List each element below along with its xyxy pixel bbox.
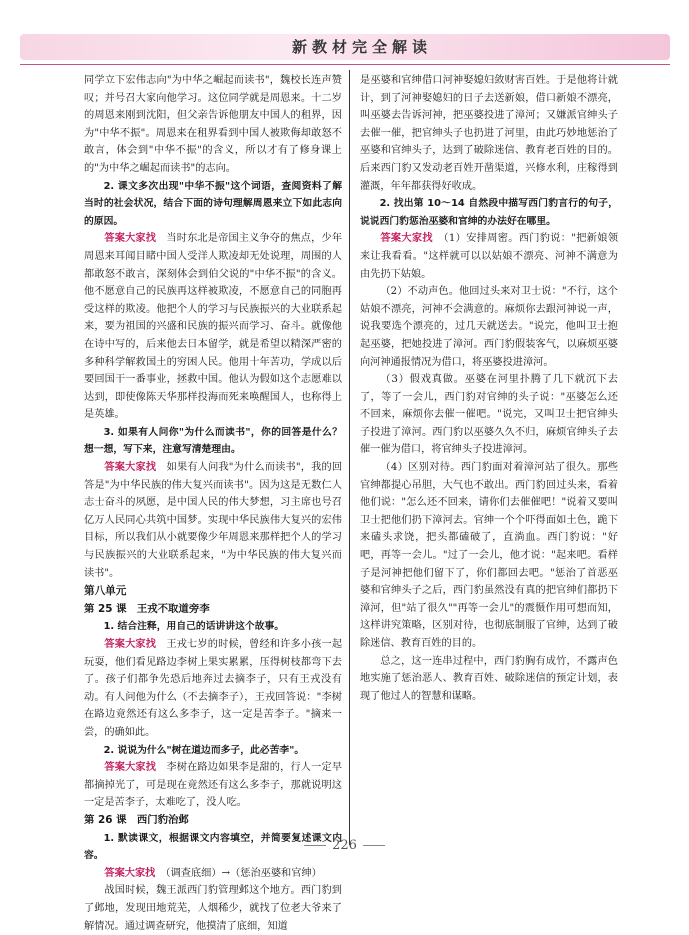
answer-label: 答案大家找 <box>104 867 156 879</box>
question: 3. 如果有人问你"为什么而读书"，你的回答是什么？想一想，写下来，注意写清楚理由。 <box>84 426 342 456</box>
answer-text: （调查底细）→（惩治巫婆和官绅） <box>165 867 322 879</box>
header-rule <box>20 64 670 65</box>
question: 1. 结合注释，用自己的话讲讲这个故事。 <box>103 621 285 633</box>
page-number-rule <box>304 845 326 846</box>
answer-text: （1）安排周密。西门豹说："把新娘领来让我看看。"这样就可以以姑娘不漂亮、河神不满意为由先扔下姑娘。 <box>360 233 619 280</box>
answer <box>84 865 342 883</box>
right-column <box>360 72 618 705</box>
answer-item: （4）区别对待。西门豹面对着漳河站了很久。那些官绅都提心吊胆，大气也不敢出。西门豹回过头来，看着他们说："怎么还不回来，请你们去催催吧！"说着又要叫卫士把他们扔下漳河去。官绅一个个吓得面如土色，跪下来磕头求饶，把头都磕破了，直淌血。西门豹说："好吧，再等一会儿。"过了一会儿，他才说："起来吧。看样子是河神把他们留下了，你们都回去吧。"惩治了首恶巫婆和官绅头子之后，西门豹虽然没有真的把官绅们都扔下漳河，但"站了很久""再等一会儿"的震慑作用可想而知，这样讲究策略，区别对待，也彻底制服了官绅，达到了破除迷信、教育百姓的目的。 <box>360 462 618 649</box>
column-divider <box>349 70 350 845</box>
page-number <box>0 838 689 853</box>
answer <box>84 459 342 582</box>
answer <box>360 230 618 283</box>
question: 2. 课文多次出现"中华不振"这个词语，查阅资料了解当时的社会状况，结合下面的诗句理解周恩来立下如此志向的原因。 <box>84 180 342 227</box>
answer-item: 总之，这一连串过程中，西门豹胸有成竹，不露声色地实施了惩治恶人、教育百姓、破除迷信的预定计划，表现了他过人的智慧和谋略。 <box>360 655 618 702</box>
question: 2. 说说为什么"树在道边而多子，此必苦李"。 <box>103 744 305 756</box>
question: 2. 找出第 10～14 自然段中描写西门豹言行的句子，说说西门豹惩治巫婆和官绅的办法好在哪里。 <box>360 198 618 227</box>
answer <box>84 230 342 424</box>
answer-item: （3）假戏真做。巫婆在河里扑腾了几下就沉下去了，等了一会儿，西门豹对官绅的头子说："巫婆怎么还不回来，麻烦你去催一催吧。"说完，又叫卫士把官绅头子投进了漳河。西门豹以巫婆久久不归，麻烦官绅头子去催一催为借口，将官绅头子投进漳河。 <box>360 374 618 456</box>
lesson-heading: 第 25 课 王戎不取道旁李 <box>84 602 210 615</box>
answer-text: 李树在路边如果李是甜的，行人一定早都摘掉光了，可是现在竟然还有这么多李子，那就说明这一定是苦李子，太难吃了，没人吃。 <box>84 762 343 809</box>
lesson-heading: 第 26 课 西门豹治邺 <box>84 813 189 826</box>
header-title: 新教材完全解读 <box>291 38 432 56</box>
unit-heading: 第八单元 <box>84 585 127 598</box>
answer-text: 如果有人问我"为什么而读书"，我的回答是"为中华民族的伟大复兴而读书"。因为这是无数仁人志士奋斗的夙愿，是中国人民的伟大梦想，习主席也号召亿万人民同心共筑中国梦。实现中华民族伟大复兴的宏伟目标，所以我们从小就要像少年周恩来那样把个人的学习与民族振兴的大业联系起来，"为中华民族的伟大复兴而读书"。 <box>84 462 343 579</box>
answer <box>84 636 342 742</box>
answer <box>84 759 342 812</box>
page-number-text: 226 <box>332 838 357 853</box>
answer-label: 答案大家找 <box>104 233 157 245</box>
left-column <box>84 72 342 935</box>
answer-label: 答案大家找 <box>104 762 157 774</box>
answer-label: 答案大家找 <box>104 639 157 650</box>
answer-text: 当时东北是帝国主义争夺的焦点，少年周恩来耳闻目睹中国人受洋人欺凌却无处说理，周围的人都敢怒不敢言，深刻体会到伯父说的"中华不振"的含义。他不愿意自己的民族再这样被欺凌，不愿意自己的同胞再受这样的欺凌。他把个人的学习与民族振兴的大业联系起来，要为祖国的兴盛和民族的振兴而学习、奋斗。就像他在诗中写的，后来他去日本留学，就是希望以精深严密的多种科学解救国土的穷困人民。他用十年苦功，学成以后要回国干一番事业，拯救中国。他认为假如这个志愿难以达到，即使像陈天华那样投海而死来唤醒国人，也称得上是英雄。 <box>84 233 343 421</box>
page-number-rule <box>363 845 385 846</box>
answer-item: （2）不动声色。他回过头来对卫士说："不行，这个姑娘不漂亮，河神不会满意的。麻烦你去跟河神说一声，说我要选个漂亮的，过几天就送去。"说完，他叫卫士抱起巫婆，把她投进了漳河。西门豹假装客气，以麻烦巫婆向河神通报情况为借口，将巫婆投进漳河。 <box>360 286 618 368</box>
paragraph: 战国时候，魏王派西门豹管理邺这个地方。西门豹到了邺地，发现田地荒芜，人烟稀少，就找了位老大爷来了解情况。通过调查研究，他摸清了底细，知道 <box>84 885 342 932</box>
question: 1. 默读课文，根据课文内容填空，并简要复述课文内容。 <box>84 832 342 862</box>
answer-label: 答案大家找 <box>104 462 157 474</box>
paragraph: 是巫婆和官绅借口河神娶媳妇敛财害百姓。于是他将计就计，到了河神娶媳妇的日子去送新娘，借口新娘不漂亮，叫巫婆去告诉河神，把巫婆投进了漳河；又嫌派官绅头子去催一催，把官绅头子也扔进了河里，由此巧妙地惩治了巫婆和官绅头子，达到了破除迷信、教育老百姓的目的。后来西门豹又发动老百姓开凿渠道，兴修水利，庄稼得到灌溉，年年都获得好收成。 <box>360 75 618 192</box>
paragraph: 同学立下宏伟志向"为中华之崛起而读书"，魏校长连声赞叹；并号召大家向他学习。这位同学就是周恩来。十二岁的周恩来刚到沈阳，但父亲告诉他朋友中国人的租界，因为"中华不振"。周恩来在租界看到中国人被欺侮却敢怒不敢言，体会到"中华不振"的含义，所以才有了修身课上的"为中华之崛起而读书"的志向。 <box>84 75 342 174</box>
answer-text: 王戎七岁的时候，曾经和许多小孩一起玩耍，他们看见路边李树上果实累累，压得树枝都弯下去了。孩子们都争先恐后地奔过去摘李子，只有王戎没有动。有人问他为什么（不去摘李子），王戎回答说："李树在路边竟然还有这么多李子，这一定是苦李子。"摘来一尝，的确如此。 <box>84 639 343 738</box>
answer-label: 答案大家找 <box>380 233 433 245</box>
page-header <box>0 0 689 64</box>
